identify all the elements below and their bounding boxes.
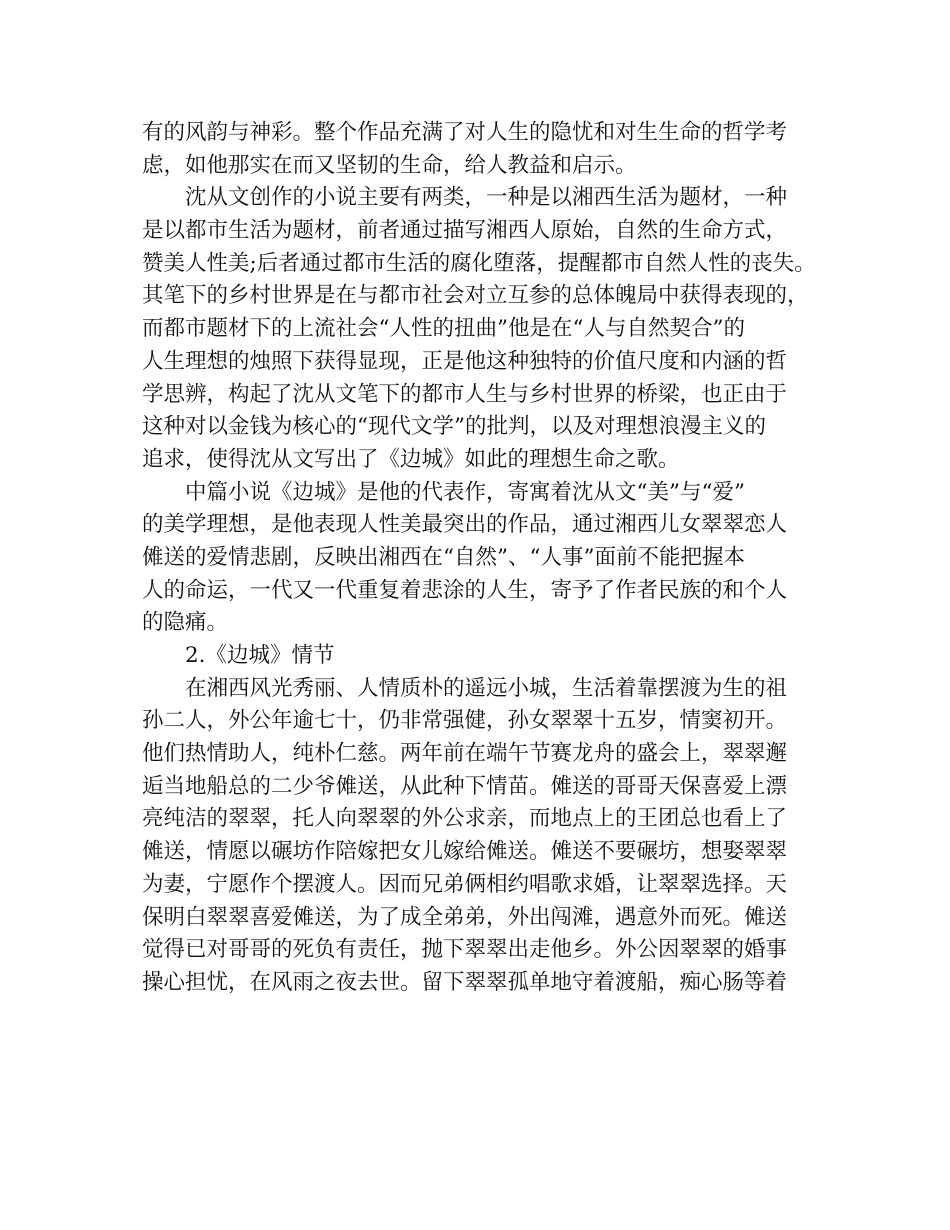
text-line: 而都市题材下的上流社会“人性的扭曲”他是在“人与自然契合”的 [142, 316, 745, 342]
text-line: 孙二人，外公年逾七十，仍非常强健，孙女翠翠十五岁，情窦初开。 [142, 708, 788, 734]
text-line: 为妻，宁愿作个摆渡人。因而兄弟俩相约唱歌求婚，让翠翠选择。天 [142, 871, 788, 897]
text-line: 学思辨，构起了沈从文笔下的都市人生与乡村世界的桥梁，也正由于 [142, 381, 788, 407]
text-line: 沈从文创作的小说主要有两类，一种是以湘西生活为题材，一种 [185, 185, 788, 211]
text-line: 赞美人性美;后者通过都市生活的腐化堕落，提醒都市自然人性的丧失。 [142, 250, 816, 276]
text-line: 中篇小说《边城》是他的代表作，寄寓着沈从文“美”与“爱” [185, 479, 745, 505]
text-line: 保明白翠翠喜爱傩送，为了成全弟弟，外出闯滩，遇意外而死。傩送 [142, 904, 788, 930]
text-line: 这种对以金钱为核心的“现代文学”的批判，以及对理想浪漫主义的 [142, 414, 766, 440]
text-line: 是以都市生活为题材，前者通过描写湘西人原始，自然的生命方式， [142, 218, 788, 244]
text-line: 有的风韵与神彩。整个作品充满了对人生的隐忧和对生生命的哲学考 [142, 120, 788, 145]
document-body [142, 117, 832, 1000]
text-line: 在湘西风光秀丽、人情质朴的遥远小城，生活着靠摆渡为生的祖 [185, 675, 788, 701]
text-line: 其笔下的乡村世界是在与都市社会对立互参的总体魄局中获得表现的， [142, 283, 809, 309]
text-line: 的美学理想，是他表现人性美最突出的作品，通过湘西儿女翠翠恋人 [142, 512, 788, 538]
text-line: 追求，使得沈从文写出了《边城》如此的理想生命之歌。 [142, 446, 680, 472]
text-line: 逅当地船总的二少爷傩送，从此种下情苗。傩送的哥哥天保喜爱上漂 [142, 773, 788, 799]
text-line: 觉得已对哥哥的死负有责任，抛下翠翠出走他乡。外公因翠翠的婚事 [142, 937, 788, 963]
text-line: 傩送的爱情悲剧，反映出湘西在“自然”、“人事”面前不能把握本 [142, 544, 745, 570]
text-line: 操心担忧，在风雨之夜去世。留下翠翠孤单地守着渡船，痴心肠等着 [142, 969, 788, 995]
text-line: 傩送，情愿以碾坊作陪嫁把女儿嫁给傩送。傩送不要碾坊，想娶翠翠 [142, 839, 788, 865]
text-line: 虑，如他那实在而又坚韧的生命，给人教益和启示。 [142, 152, 637, 178]
text-line: 他们热情助人，纯朴仁慈。两年前在端午节赛龙舟的盛会上，翠翠邂 [142, 741, 788, 767]
text-line: 2.《边城》情节 [185, 643, 335, 668]
text-line: 的隐痛。 [142, 610, 229, 636]
text-line: 人的命运，一代又一代重复着悲涂的人生，寄予了作者民族的和个人 [142, 577, 788, 603]
text-line: 人生理想的烛照下获得显现，正是他这种独特的价值尺度和内涵的哲 [142, 348, 788, 374]
text-line: 亮纯洁的翠翠，托人向翠翠的外公求亲，而地点上的王团总也看上了 [142, 806, 788, 832]
